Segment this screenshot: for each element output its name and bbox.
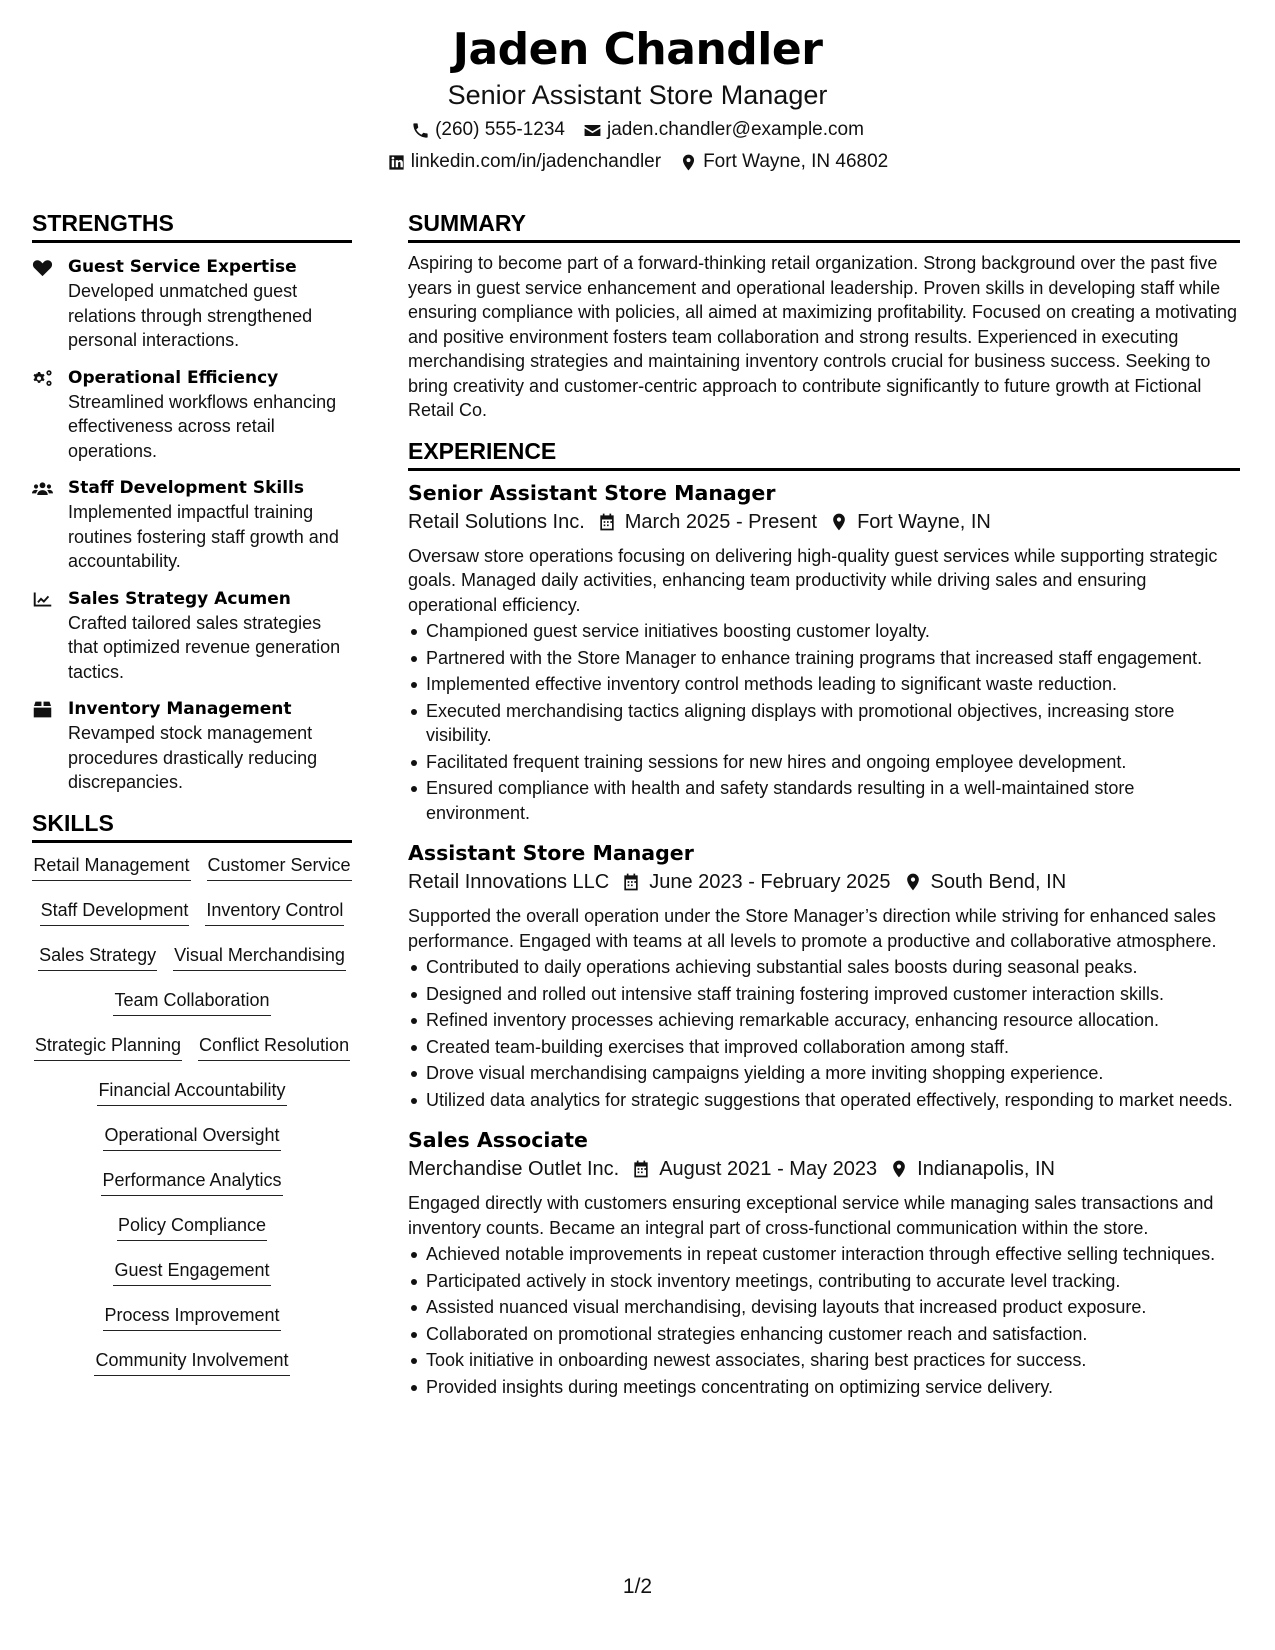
heart-icon (32, 258, 53, 277)
skill-tag: Visual Merchandising (173, 943, 346, 971)
strength-desc: Revamped stock management procedures drastically reducing discrepancies. (68, 723, 318, 792)
summary-heading: SUMMARY (408, 208, 1240, 243)
bullet-item: Partnered with the Store Manager to enhance training programs that increased staff engagement. (408, 646, 1240, 671)
job-company: Merchandise Outlet Inc. (408, 1158, 620, 1180)
chart-line-icon (32, 590, 53, 609)
job-location-wrap (903, 869, 1067, 895)
bullet-item: Achieved notable improvements in repeat customer interaction through effective selling techniques. (408, 1242, 1240, 1267)
job-dates-wrap (597, 509, 817, 535)
strength-item (32, 697, 352, 795)
contact-email[interactable] (583, 118, 864, 142)
strength-item (32, 587, 352, 685)
bullet-item: Took initiative in onboarding newest associates, sharing best practices for success. (408, 1348, 1240, 1373)
skill-tag: Sales Strategy (38, 943, 157, 971)
strength-name: Guest Service Expertise (68, 257, 297, 277)
gears-icon (32, 369, 53, 388)
skill-tag: Customer Service (207, 853, 352, 881)
strength-desc: Crafted tailored sales strategies that optimized revenue generation tactics. (68, 612, 341, 682)
job-dates: March 2025 - Present (624, 510, 818, 533)
job-dates-wrap (621, 869, 890, 895)
strength-desc: Developed unmatched guest relations through strengthened personal interactions. (68, 281, 313, 350)
job-entry (408, 839, 1240, 1112)
skill-tag: Staff Development (40, 898, 190, 926)
map-pin-icon (889, 1159, 909, 1179)
job-dates: August 2021 - May 2023 (659, 1158, 878, 1180)
strengths-list (32, 255, 352, 795)
bullet-item: Collaborated on promotional strategies enhancing customer reach and satisfaction. (408, 1322, 1240, 1347)
calendar-icon (597, 512, 617, 532)
job-company: Retail Innovations LLC (408, 871, 610, 893)
skill-tag: Financial Accountability (97, 1078, 286, 1106)
users-icon (32, 479, 53, 498)
skill-tag: Retail Management (32, 853, 190, 881)
bullet-item: Executed merchandising tactics aligning displays with promotional objectives, increasing store visibility. (408, 699, 1240, 748)
skill-tag: Community Involvement (94, 1348, 289, 1376)
skills-list (32, 853, 352, 1393)
skill-tag: Operational Oversight (103, 1123, 280, 1151)
strength-item (32, 255, 352, 353)
job-description: Supported the overall operation under the Store Manager’s direction while striving for enhanced sales performance. Engaged with teams at all levels to promote a productive and collaborative atmosphere. (408, 906, 1217, 951)
job-location: South Bend, IN (930, 871, 1067, 893)
bullet-item: Assisted nuanced visual merchandising, devising layouts that increased product exposure. (408, 1295, 1240, 1320)
job-location: Indianapolis, IN (917, 1158, 1056, 1180)
experience-heading: EXPERIENCE (408, 436, 1240, 471)
job-meta (408, 509, 1240, 535)
strength-desc: Streamlined workflows enhancing effectiveness across retail operations. (68, 391, 337, 461)
job-meta (408, 1156, 1240, 1182)
job-title: Senior Assistant Store Manager (408, 480, 776, 505)
bullet-item: Ensured compliance with health and safety standards resulting in a well-maintained store environment. (408, 776, 1240, 825)
bullet-item: Contributed to daily operations achieving substantial sales boosts during seasonal peaks. (408, 955, 1240, 980)
job-title: Assistant Store Manager (408, 841, 694, 865)
strengths-heading: STRENGTHS (32, 208, 352, 243)
right-column (408, 208, 1240, 1401)
bullet-item: Created team-building exercises that improved collaboration among staff. (408, 1035, 1240, 1060)
skill-tag: Team Collaboration (113, 988, 270, 1016)
job-dates: June 2023 - February 2025 (649, 871, 891, 893)
candidate-title: Senior Assistant Store Manager (447, 80, 828, 110)
summary-text: Aspiring to become part of a forward-thinking retail organization. Strong background over the past five years in guest service enhancement and operational leadership. Proven skills in developing staff while ensuring compliance with policies, all aimed at maximizing profitability. Focused on creating a motivating and positive environment fosters team collaboration and strong results. Experienced in executing merchandising strategies and maintaining inventory controls crucial for business success. Seeking to bring creativity and customer-centric approach to contribute significantly to future growth at Fictional Retail Co. (408, 253, 1238, 420)
strength-name: Sales Strategy Acumen (68, 588, 291, 609)
strength-name: Inventory Management (68, 699, 292, 719)
email-address[interactable]: jaden.chandler@example.com (607, 119, 864, 140)
map-pin-icon (903, 872, 923, 892)
job-title: Sales Associate (408, 1128, 588, 1152)
bullet-item: Provided insights during meetings concentrating on optimizing service delivery. (408, 1375, 1240, 1400)
job-bullets (408, 619, 1240, 825)
phone-number: (260) 555-1234 (435, 119, 565, 140)
strength-item (32, 476, 352, 574)
skill-tag: Strategic Planning (34, 1033, 182, 1061)
phone-icon (411, 121, 430, 140)
strength-desc: Implemented impactful training routines fostering staff growth and accountability. (68, 502, 339, 571)
bullet-item: Refined inventory processes achieving remarkable accuracy, enhancing resource allocation. (408, 1008, 1240, 1033)
skill-tag: Inventory Control (205, 898, 344, 926)
bullet-item: Participated actively in stock inventory meetings, contributing to accurate level tracking. (408, 1269, 1240, 1294)
page-number: 1/2 (622, 1575, 653, 1598)
box-icon (32, 700, 53, 719)
skill-tag: Conflict Resolution (198, 1033, 350, 1061)
map-pin-icon (679, 153, 698, 172)
linkedin-icon (387, 153, 406, 172)
location-text: Fort Wayne, IN 46802 (703, 151, 889, 172)
skill-tag: Performance Analytics (101, 1168, 282, 1196)
job-location-wrap (889, 1156, 1055, 1182)
bullet-item: Utilized data analytics for strategic suggestions that operated effectively, responding to market needs. (408, 1088, 1240, 1113)
left-column (32, 208, 352, 1393)
job-location: Fort Wayne, IN (857, 510, 991, 533)
strength-name: Operational Efficiency (68, 367, 279, 388)
calendar-icon (631, 1159, 651, 1179)
strength-item (32, 366, 352, 464)
contact-row-1 (0, 118, 1275, 142)
bullet-item: Championed guest service initiatives boosting customer loyalty. (408, 619, 1240, 644)
job-description: Engaged directly with customers ensuring exceptional service while managing sales transactions and inventory counts. Became an integral part of cross-functional communication within the store. (408, 1193, 1214, 1238)
job-bullets (408, 955, 1240, 1112)
contact-row-2 (0, 150, 1275, 174)
job-location-wrap (829, 509, 991, 535)
contact-linkedin[interactable] (387, 150, 661, 174)
job-company: Retail Solutions Inc. (408, 510, 585, 533)
bullet-item: Implemented effective inventory control methods leading to significant waste reduction. (408, 672, 1240, 697)
job-dates-wrap (631, 1156, 877, 1182)
contact-location (679, 150, 888, 174)
linkedin-url[interactable]: linkedin.com/in/jadenchandler (410, 151, 662, 172)
skills-heading: SKILLS (32, 808, 352, 843)
contact-phone (411, 118, 565, 142)
bullet-item: Designed and rolled out intensive staff training fostering improved customer interaction skills. (408, 982, 1240, 1007)
job-description: Oversaw store operations focusing on delivering high-quality guest services while supporting strategic goals. Managed daily activities, enhancing team productivity while driving sales and ensuring operational efficiency. (408, 545, 1218, 615)
calendar-icon (621, 872, 641, 892)
job-entry (408, 1126, 1240, 1399)
resume-header (0, 22, 1275, 174)
skill-tag: Policy Compliance (117, 1213, 267, 1241)
job-entry (408, 479, 1240, 826)
strength-name: Staff Development Skills (68, 478, 304, 498)
bullet-item: Drove visual merchandising campaigns yielding a more inviting shopping experience. (408, 1061, 1240, 1086)
candidate-name: Jaden Chandler (452, 24, 823, 75)
skill-tag: Guest Engagement (113, 1258, 270, 1286)
job-meta (408, 869, 1240, 895)
map-pin-icon (829, 512, 849, 532)
envelope-icon (583, 121, 602, 140)
job-bullets (408, 1242, 1240, 1399)
skill-tag: Process Improvement (103, 1303, 280, 1331)
bullet-item: Facilitated frequent training sessions for new hires and ongoing employee development. (408, 750, 1240, 775)
